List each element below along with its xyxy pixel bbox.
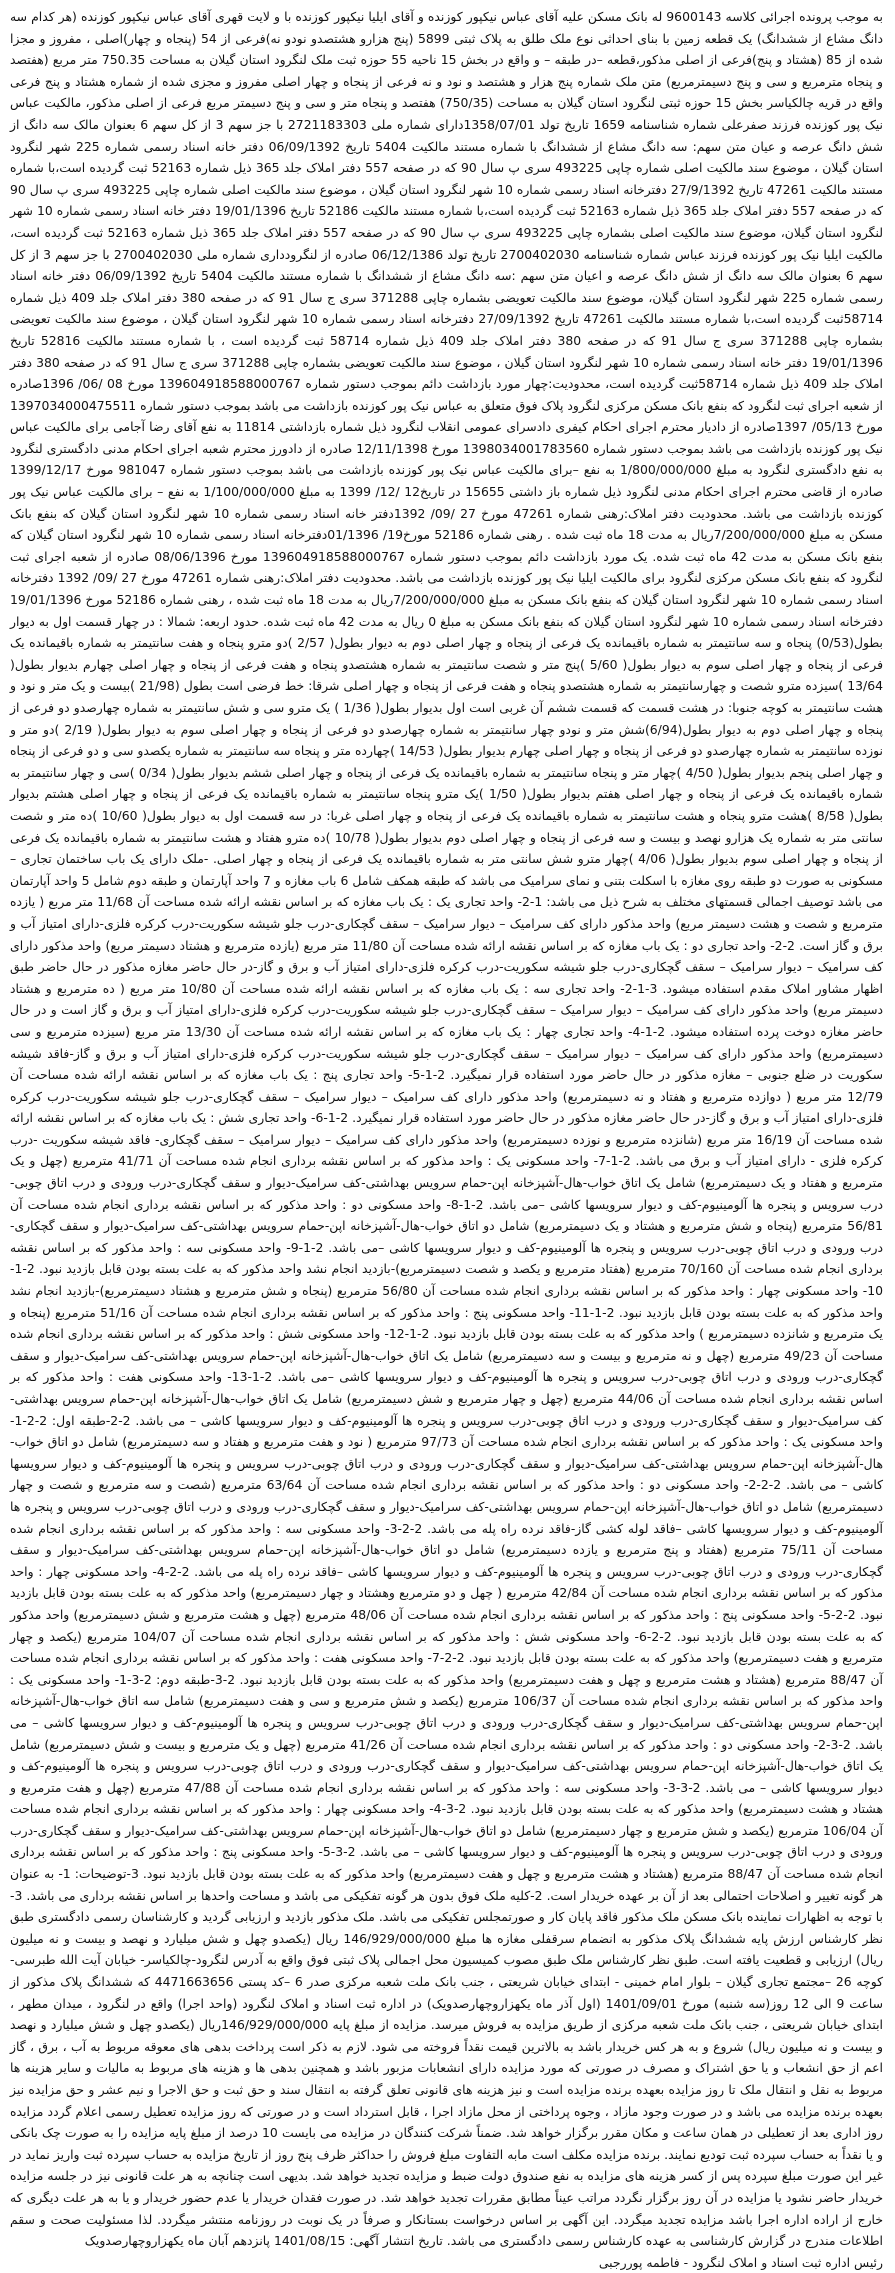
notice-body-text: به موجب پرونده اجرائی کلاسه 9600143 له بانک مسکن علیه آقای عباس نیکپور کوزنده و آقای ایلیا نیکپور کوزنده با و لایت قهری آقای عباس نیکپور کوزنده (هر کدام سه دانگ مشاع از ششدانگ) یک قطعه زمین با بنای احداثی نوع ملک طلق به پلاک ثبتی 5899 (پنج هزارو هشتصدو نودو نه)فرعی از 54 (پنجاه و چهار)اصلی ، مفروز و مجزا شده از 85 (هشتاد و پنج)فرعی از اصلی مذکور،قطعه –در طبقه – و واقع در بخش 15 ناحیه 55 حوزه ثبت ملک لنگرود استان گیلان به مساحت 750.35 متر مربع (هفتصد و پنجاه مترمربع و سی و پنج دسیمترمربع) متن ملک شماره پنج هزار و هشتصد و نود و نه فرعی از پنجاه و چهار اصلی مفروز و مجزی شده از شماره هشتاد و پنج فرعی واقع در قریه چالکیاسر بخش 15 حوزه ثبتی لنگرود استان گیلان به مساحت (750/35) هفتصد و پنجاه متر و سی و پنج دسیمتر مربع فرعی از اصلی مذکور، مالکیت عباس نیک پور کوزنده فرزند صفرعلی شماره شناسنامه 1659 تاریخ تولد 1358/07/01دارای شماره ملی 2721183303 با جز سهم 3 از کل سهم 6 بعنوان مالک سه دانگ از شش دانگ عرصه و عیان متن سهم: سه دانگ مشاع از ششدانگ با شماره مستند مالکیت 5404 تاریخ 06/09/1392 دفتر خانه اسناد رسمی شماره 225 شهر لنگرود استان گیلان ، موضوع سند مالکیت اصلی شماره چاپی 493225 سری پ سال 90 که در صفحه 557 دفتر املاک جلد 365 ذیل شماره 52163 ثبت گردیده است،با شماره مستند مالکیت 47261 تاریخ 27/9/1392 دفترخانه اسناد رسمی شماره 10 شهر لنگرود استان گیلان ، موضوع سند مالکیت اصلی شماره چاپی 493225 سری پ سال 90 که در صفحه 557 دفتر املاک جلد 365 ذیل شماره 52163 ثبت گردیده است،با شماره مستند مالکیت 52186 تاریخ 19/01/1396 دفتر خانه اسناد رسمی شماره 10 شهر لنگرود استان گیلان، موضوع سند مالکیت اصلی بشماره چاپی 493225 سری پ سال 90 که در صفحه 557 دفتر املاک جلد 365 ذیل شماره 52163 ثبت گردیده است، مالکیت ایلیا نیک پور کوزنده فرزند عباس شماره شناسنامه 2700402030 تاریخ تولد 06/12/1386 صادره از لنگرودداری شماره ملی 2700402030 با جز سهم 3 از کل سهم 6 بعنوان مالک سه دانگ از شش دانگ عرصه و اعیان متن سهم :سه دانگ مشاع از ششدانگ با شماره مستند مالکیت 5404 تاریخ 06/09/1392 دفتر خانه اسناد رسمی شماره 225 شهر لنگرود استان گیلان، موضوع سند مالکیت تعویضی بشماره چاپی 371288 سری ج سال 91 که در صفحه 380 دفتر املاک جلد 409 ذیل شماره 58714ثبت گردیده است،با شماره مستند مالکیت 47261 تاریخ 27/09/1392 دفترخانه اسناد رسمی شماره 10 شهر لنگرود استان گیلان ، موضوع سند مالکیت تعویضی بشماره چاپی 371288 سری ج سال 91 که در صفحه 380 دفتر املاک جلد 409 ذیل شماره 58714 ثبت گردیده است ، با شماره مستند مالکیت 52816 تاریخ 19/01/1396 دفتر خانه اسناد رسمی شماره 10 شهر لنگرود استان گیلان ، موضوع سند مالکیت تعویضی بشماره چاپی 371288 سری ج سال 91 که در صفحه 380 دفتر املاک جلد 409 ذیل شماره 58714ثبت گردیده است، محدودیت:چهار مورد بازداشت دائم بموجب دستور شماره 139604918588000767 مورخ 08 /06/ 1396صادره از شعبه اجرای ثبت لنگرود که بنفع بانک مسکن مرکزی لنگرود پلاک فوق متعلق به عباس نیک پور کوزنده بازداشت می باشد بموجب دستور شماره 1397034000475511 مورخ 05/13/ 1397صادره از دادیار محترم اجرای احکام کیفری دادسرای عمومی انقلاب لنگرود ذیل شماره بازداشتی 11814 به نفع آقای رضا آجامی برای مالکیت عباس نیک پور کوزنده بازداشت می باشد بموجب دستور شماره 1398034001783560 مورخ 12/11/1398 صادره از دادورز محترم شعبه اجرای احکام مدنی دادگستری لنگرود به نفع دادگستری لنگرود به مبلغ 1/800/000/000 به نفع –برای مالکیت عباس نیک پور کوزنده بازداشت می باشد بموجب دستور شماره 981047 مورخ 1399/12/17 صادره از قاضی محترم اجرای احکام مدنی لنگرود ذیل شماره باز داشتی 15655 در تاریخ12 /12/ 1399 به مبلغ 1/100/000/000 به نفع – برای مالکیت عباس نیک پور کوزنده بازداشت می باشد. محدودیت دفتر املاک:رهنی شماره 47261 مورخ 27 /09/ 1392دفتر خانه اسناد رسمی شماره 10 شهر لنگرود استان گیلان که بنفع بانک مسکن به مبلغ 7/200/000/000ریال به مدت 18 ماه ثبت شده . رهنی شماره 52186 مورخ19/ 01/1396دفترخانه اسناد رسمی شماره 10 شهر لنگرود استان گیلان که بنفع بانک مسکن به مدت 42 ماه ثبت شده. یک مورد بازداشت دائم بموجب دستور شماره 139604918588000767 مورخ 08/06/1396 صادره از شعبه اجرای ثبت لنگرود که بنفع بانک مسکن مرکزی لنگرود برای مالکیت ایلیا نیک پور کوزنده بازداشت می باشد. محدودیت دفتر املاک:رهنی شماره 47261 مورخ 27 /09/ 1392 دفترخانه اسناد رسمی شماره 10 شهر لنگرود استان گیلان که بنفع بانک مسکن به مبلغ 7/200/000/000ریال به مدت 18 ماه ثبت شده ، رهنی شماره 52186 مورخ 19/01/1396 دفترخانه اسناد رسمی شماره 10 شهر لنگرود استان گیلان که بنفع بانک مسکن به مبلغ 0 ریال به مدت 42 ماه ثبت شده. حدود اربعه: شمالا : در چهار قسمت اول به دیوار بطول(0/53) پنجاه و سه سانتیمتر به شماره باقیمانده یک فرعی از پنجاه و چهار اصلی دوم به دیوار بطول( 2/57 )دو مترو پنجاه و هفت سانتیمتر به شماره باقیمانده یک فرعی از پنجاه و چهار اصلی سوم به دیوار بطول( 5/60 )پنج متر و شصت سانتیمتر به شماره هشتصدو پنجاه و هفت فرعی از پنجاه و چهار اصلی چهارم بدیوار بطول( 13/64 )سیزده مترو شصت و چهارسانتیمتر به شماره هشتصدو پنجاه و هفت فرعی از پنجاه و چهار اصلی شرقا: خط فرضی است بطول (21/98 )بیست و یک متر و نود و هشت سانتیمتر به کوچه جنوبا: در هشت قسمت که قسمت ششم آن غربی است اول بدیوار بطول( 1/36 ) یک مترو سی و شش سانتیمتر به شماره چهارصدو دو فرعی از پنجاه و چهار اصلی دوم به دیوار بطول(6/94)شش متر و نودو چهار سانتیمتر به شماره چهارصدو دو فرعی از پنجاه و چهار اصلی سوم به دیوار بطول( 2/19 )دو متر و نوزده سانتیمتر به شماره چهارصدو دو فرعی از پنجاه و چهار اصلی چهارم بدیوار بطول( 14/53 )چهارده متر و پنجاه سه سانتیمتر به شماره یکصدو سی و دو فرعی از پنجاه و چهار اصلی پنجم بدیوار بطول( 4/50 )چهار متر و پنجاه سانتیمتر به شماره باقیمانده یک فرعی از پنجاه و چهار اصلی ششم بدیوار بطول( 0/34 )سی و چهار سانتیمتر به شماره باقیمانده یک فرعی از پنجاه و چهار اصلی هفتم بدیوار بطول( 1/50 )یک مترو پنجاه سانتیمتر به شماره باقیمانده یک فرعی از پنجاه و چهار اصلی هشتم بدیوار بطول( 8/58 )هشت مترو پنجاه و هشت سانتیمتر به شماره باقیمانده یک فرعی از پنجاه و چهار اصلی غربا: در سه قسمت اول به دیوار بطول( 10/60 )ده متر و شصت سانتی متر به شماره یک هزارو نهصد و بیست و سه فرعی از پنجاه و چهار اصلی دوم بدیوار بطول( 10/78 )ده مترو هفتاد و هشت سانتیمتر به شماره باقیمانده یک فرعی از پنجاه و چهار اصلی سوم بدیوار بطول( 4/06 )چهار مترو شش سانتی متر به شماره باقیمانده یک فرعی از پنجاه و چهار اصلی. -ملک دارای یک باب ساختمان تجاری – مسکونی به صورت دو طبقه روی مغازه با اسکلت بتنی و نمای سرامیک می باشد که طبقه همکف شامل 6 باب مغازه و 7 واحد آپارتمان و طبقه دوم شامل 5 واحد آپارتمان می باشد توصیف اجمالی قسمتهای مختلف به شرح ذیل می باشد: 1-2- واحد تجاری یک : یک باب مغازه که بر اساس نقشه ارائه شده مساحت آن 11/68 متر مربع ( یازده مترمربع و شصت و هشت دسیمتر مربع) واحد مذکور دارای کف سرامیک – دیوار سرامیک – سقف گچکاری-درب جلو شیشه سکوریت-درب کرکره فلزی-دارای امتیاز آب و برق و گاز است. 2-2- واحد تجاری دو : یک باب مغازه که بر اساس نقشه ارائه شده مساحت آن 11/80 متر مربع (یازده مترمربع و هشتاد دسیمتر مربع) واحد مذکور دارای کف سرامیک – دیوار سرامیک – سقف گچکاری-درب جلو شیشه سکوریت-درب کرکره فلزی-دارای امتیاز آب و برق و گاز-در حال حاضر مغازه مذکور در حال حاضر طبق اظهار مشاور املاک مقدم استفاده میشود. 3-1-2- واحد تجاری سه : یک باب مغازه که بر اساس نقشه ارائه شده مساحت آن 10/80 متر مربع ( ده مترمربع و هشتاد دسیمتر مربع) واحد مذکور دارای کف سرامیک – دیوار سرامیک – سقف گچکاری-درب جلو شیشه سکوریت-درب کرکره فلزی-دارای امتیاز آب و برق و گاز است و در حال حاضر مغازه دوخت پرده استفاده میشود. 2-1-4- واحد تجاری چهار : یک باب مغازه که بر اساس نقشه ارائه شده مساحت آن 13/30 متر مربع (سیزده مترمربع و سی دسیمترمربع) واحد مذکور دارای کف سرامیک – دیوار سرامیک – سقف گچکاری-درب جلو شیشه سکوریت-درب کرکره فلزی-دارای امتیاز آب و برق و گاز-فاقد شیشه سکوریت در ضلع جنوبی – مغازه مذکور در حال حاضر مورد استفاده قرار نمیگیرد. 2-1-5- واحد تجاری پنج : یک باب مغازه که بر اساس نقشه ارائه شده مساحت آن 12/79 متر مربع ( دوازده مترمربع و هفتاد و نه دسیمترمربع) واحد مذکور دارای کف سرامیک – دیوار سرامیک – سقف گچکاری-درب جلو شیشه سکوریت-درب کرکره فلزی-دارای امتیاز آب و برق و گاز-در حال حاضر مغازه مذکور در حال حاضر مورد استفاده قرار نمیگیرد. 2-1-6- واحد تجاری شش : یک باب مغازه که بر اساس نقشه ارائه شده مساحت آن 16/19 متر مربع (شانزده مترمربع و نوزده دسیمترمربع) واحد مذکور دارای کف سرامیک – دیوار سرامیک – سقف گچکاری- فاقد شیشه سکوریت -درب کرکره فلزی - دارای امتیاز آب و برق می باشد. 2-1-7- واحد مسکونی یک : واحد مذکور که بر اساس نقشه برداری انجام شده مساحت آن 41/71 مترمربع (چهل و یک مترمربع و هفتاد و یک دسیمترمربع) شامل یک اتاق خواب-هال-آشپزخانه اپن-حمام سرویس بهداشتی-کف سرامیک-دیوار و سقف گچکاری-درب ورودی و درب اتاق چوبی-درب سرویس و پنجره ها آلومینیوم-کف و دیوار سرویسها کاشی –می باشد. 2-1-8- واحد مسکونی دو : واحد مذکور که بر اساس نقشه برداری انجام شده مساحت آن 56/81 مترمربع (پنجاه و شش مترمربع و هشتاد و یک دسیمترمربع) شامل دو اتاق خواب-هال-آشپزخانه اپن-حمام سرویس بهداشتی-کف سرامیک-دیوار و سقف گچکاری-درب ورودی و درب اتاق چوبی-درب سرویس و پنجره ها آلومینیوم-کف و دیوار سرویسها کاشی –می باشد. 2-1-9- واحد مسکونی سه : واحد مذکور که بر اساس نقشه برداری انجام شده مساحت آن 70/160 مترمربع (هفتاد مترمربع و یکصد و شصت دسیمترمربع)-بازدید انجام نشد واحد مذکور که به علت بسته بودن قابل بازدید نبود. 2-1-10- واحد مسکونی چهار : واحد مذکور که بر اساس نقشه برداری انجام شده مساحت آن 56/80 مترمربع (پنجاه و شش مترمربع و هشتاد دسیمترمربع)-بازدید انجام نشد واحد مذکور که به علت بسته بودن قابل بازدید نبود. 2-1-11- واحد مسکونی پنج : واحد مذکور که بر اساس نقشه برداری انجام شده مساحت آن 51/16 مترمربع (پنجاه و یک مترمربع و شانزده دسیمترمربع ) واحد مذکور که به علت بسته بودن قابل بازدید نبود. 2-1-12- واحد مسکونی شش : واحد مذکور که بر اساس نقشه برداری انجام شده مساحت آن 49/23 مترمربع (چهل و نه مترمربع و بیست و سه دسیمترمربع) شامل یک اتاق خواب-هال-آشپزخانه اپن-حمام سرویس بهداشتی-کف سرامیک-دیوار و سقف گچکاری-درب ورودی و درب اتاق چوبی-درب سرویس و پنجره ها آلومینیوم-کف و دیوار سرویسها کاشی –می باشد. 2-1-13- واحد مسکونی هفت : واحد مذکور که بر اساس نقشه برداری انجام شده مساحت آن 44/06 مترمربع (چهل و چهار مترمربع و شش دسیمترمربع) شامل یک اتاق خواب-هال-آشپزخانه اپن-حمام سرویس بهداشتی-کف سرامیک-دیوار و سقف گچکاری-درب ورودی و درب اتاق چوبی-درب سرویس و پنجره ها آلومینیوم-کف و دیوار سرویسها کاشی – می باشد. 2-2-طبقه اول: 2-2-1- واحد مسکونی یک : واحد مذکور که بر اساس نقشه برداری انجام شده مساحت آن 97/73 مترمربع ( نود و هفت مترمربع و هفتاد و سه دسیمترمربع) شامل دو اتاق خواب-هال-آشپزخانه اپن-حمام سرویس بهداشتی-کف سرامیک-دیوار و سقف گچکاری-درب ورودی و درب اتاق چوبی-درب سرویس و پنجره ها آلومینیوم-کف و دیوار سرویسها کاشی – می باشد. 2-2-2- واحد مسکونی دو : واحد مذکور که بر اساس نقشه برداری انجام شده مساحت آن 63/64 مترمربع (شصت و سه مترمربع و شصت و چهار دسیمترمربع) شامل دو اتاق خواب-هال-آشپزخانه اپن-حمام سرویس بهداشتی-کف سرامیک-دیوار و سقف گچکاری-درب ورودی و درب اتاق چوبی-درب سرویس و پنجره ها آلومینیوم-کف و دیوار سرویسها کاشی –فاقد لوله کشی گاز-فاقد نرده راه پله می باشد. 2-2-3- واحد مسکونی سه : واحد مذکور که بر اساس نقشه برداری انجام شده مساحت آن 75/11 مترمربع (هفتاد و پنج مترمربع و یازده دسیمترمربع) شامل دو اتاق خواب-هال-آشپزخانه اپن-حمام سرویس بهداشتی-کف سرامیک-دیوار و سقف گچکاری-درب ورودی و درب اتاق چوبی-درب سرویس و پنجره ها آلومینیوم-کف و دیوار سرویسها کاشی –فاقد نرده راه پله می باشد. 2-2-4- واحد مسکونی چهار : واحد مذکور که بر اساس نقشه برداری انجام شده مساحت آن 42/84 مترمربع ( چهل و دو مترمربع وهشتاد و چهار دسیمترمربع) واحد مذکور که به علت بسته بودن قابل بازدید نبود. 2-2-5- واحد مسکونی پنج : واحد مذکور که بر اساس نقشه برداری انجام شده مساحت آن 48/06 مترمربع (چهل و هشت مترمربع و شش دسیمترمربع) واحد مذکور که به علت بسته بودن قابل بازدید نبود. 2-2-6- واحد مسکونی شش : واحد مذکور که بر اساس نقشه برداری انجام شده مساحت آن 104/07 مترمربع (یکصد و چهار مترمربع و هفت دسیمترمربع) واحد مذکور که به علت بسته بودن قابل بازدید نبود. 2-2-7- واحد مسکونی هفت : واحد مذکور که بر اساس نقشه برداری انجام شده مساحت آن 88/47 مترمربع (هشتاد و هشت مترمربع و چهل و هفت دسیمترمربع) واحد مذکور که به علت بسته بودن قابل بازدید نبود. 2-3-طبقه دوم: 2-3-1- واحد مسکونی یک : واحد مذکور که بر اساس نقشه برداری انجام شده مساحت آن 106/37 مترمربع (یکصد و شش مترمربع و سی و هفت دسیمترمربع) شامل سه اتاق خواب-هال-آشپزخانه اپن-حمام سرویس بهداشتی-کف سرامیک-دیوار و سقف گچکاری-درب ورودی و درب اتاق چوبی-درب سرویس و پنجره ها آلومینیوم-کف و دیوار سرویسها کاشی – می باشد. 2-3-2- واحد مسکونی دو : واحد مذکور که بر اساس نقشه برداری انجام شده مساحت آن 41/26 مترمربع (چهل و یک مترمربع و بیست و شش دسیمترمربع) شامل یک اتاق خواب-هال-آشپزخانه اپن-حمام سرویس بهداشتی-کف سرامیک-دیوار و سقف گچکاری-درب ورودی و درب اتاق چوبی-درب سرویس و پنجره ها آلومینیوم-کف و دیوار سرویسها کاشی – می باشد. 2-3-3- واحد مسکونی سه : واحد مذکور که بر اساس نقشه برداری انجام شده مساحت آن 47/88 مترمربع (چهل و هفت مترمربع و هشتاد و هشت دسیمترمربع) واحد مذکور که به علت بسته بودن قابل بازدید نبود. 2-3-4- واحد مسکونی چهار : واحد مذکور که بر اساس نقشه برداری انجام شده مساحت آن 106/04 مترمربع (یکصد و شش مترمربع و چهار دسیمترمربع) شامل دو اتاق خواب-هال-آشپزخانه اپن-حمام سرویس بهداشتی-کف سرامیک-دیوار و سقف گچکاری-درب ورودی و درب اتاق چوبی-درب سرویس و پنجره ها آلومینیوم-کف و دیوار سرویسها کاشی – می باشد. 2-3-5- واحد مسکونی پنج : واحد مذکور که بر اساس نقشه برداری انجام شده مساحت آن 88/47 مترمربع (هشتاد و هشت مترمربع و چهل و هفت دسیمترمربع) واحد مذکور که به علت بسته بودن قابل بازدید نبود. 3-توضیحات: 1- به عنوان هر گونه تغییر و اصلاحات احتمالی بعد از آن بر عهده خریدار است. 2-کلیه ملک فوق بدون هر گونه تفکیکی می باشد و مساحت واحدها بر اساس نقشه برداری می باشد. 3- با توجه به اظهارات نماینده بانک مسکن ملک مذکور فاقد پایان کار و صورتمجلس تفکیکی می باشد. ملک مذکور بازدید و ارزیابی گردید و کارشناسان رسمی دادگستری طبق نظر کارشناس ارزش پایه ششدانگ پلاک مذکور به انضمام سرقفلی مغازه ها مبلغ 146/929/000/000 ریال (یکصدو چهل و شش میلیارد و نهصد و بیست و نه میلیون ریال) ارزیابی و قطعیت یافته است. طبق نظر کارشناس ملک طبق مصوب کمیسیون محل اجمالی پلاک ثبتی فوق واقع به آدرس لنگرود-چالکیاسر- خیابان آیت الله طبرسی-کوچه 26 –مجتمع تجاری گیلان – بلوار امام خمینی - ابتدای خیابان شریعتی ، جنب بانک ملت شعبه مرکزی صدر 6 –کد پستی 4471663656 که ششدانگ پلاک مذکور از ساعت 9 الی 12 روز(سه شنبه) مورخ 1401/09/01 (اول آذر ماه یکهزاروچهارصدویک) در اداره ثبت اسناد و املاک لنگرود (واحد اجرا) واقع در لنگرود ، میدان مطهر ، ابتدای خیابان شریعتی ، جنب بانک ملت شعبه مرکزی از طریق مزایده به فروش میرسد. مزایده از مبلغ پایه 146/929/000/000ریال (یکصدو چهل و شش میلیارد و نهصد و بیست و نه میلیون ریال) شروع و به هر کس خریدار باشد به بالاترین قیمت نقداً فروخته می شود. لازم به ذکر است پرداخت بدهی های معوقه مربوط به آب ، برق ، گاز اعم از حق انشعاب و یا حق اشتراک و مصرف در صورتی که مورد مزایده دارای انشعابات مزبور باشد و همچنین بدهی ها و هزینه های مربوط به مالیات و سایر هزینه ها مربوط به نقل و انتقال ملک تا روز مزایده بعهده برنده مزایده است و نیز هزینه های قانونی تعلق گرفته به انتقال سند و حق ثبت و حق الاجرا و نیم عشر و حق مزایده نیز بعهده برنده مزایده می باشد و در صورت وجود مازاد ، وجوه پرداختی از محل مازاد اجرا ، قابل استرداد است و در صورتی که روز مزایده تعطیل رسمی اعلام گردد مزایده روز اداری بعد از تعطیلی در همان ساعت و مکان مقرر برگزار خواهد شد. ضمناً شرکت کنندگان در مزایده می بایست 10 درصد از مبلغ پایه مزایده را به صورت چک بانکی و یا نقداً به حساب سپرده ثبت تودیع نمایند. برنده مزایده مکلف است مابه التفاوت مبلغ فروش را حداکثر ظرف پنج روز از تاریخ مزایده به حساب سپرده ثبت واریز نماید در غیر این صورت مبلغ سپرده پس از کسر هزینه های مزایده به نفع صندوق دولت ضبط و مزایده تجدید خواهد شد. بدیهی است چنانچه به هر علت قانونی نیز در جلسه مزایده خریدار حاضر نشود یا مزایده در آن روز برگزار نگردد مراتب عیناً مطابق مقررات تجدید خواهد شد. در صورت فقدان خریدار یا عدم حضور خریدار و یا به هر علت دیگری که خارج از اراده اداره اجرا باشد مزایده تجدید میگردد. این آگهی بر اساس درخواست بستانکار و صرفاً در یک نوبت در روزنامه منتشر میگردد. لذا مسئولیت صحت و سقم اطلاعات مندرج در گزارش کارشناسی به عهده کارشناس رسمی دادگستری می باشد. تاریخ انتشار آگهی: 1401/08/15 پانزدهم آبان ماه یکهزاروچهارصدویک xyxy=(10,9,884,2249)
notice-signature: رئیس اداره ثبت اسناد و املاک لنگرود - فاطمه پوررجبی xyxy=(598,2254,883,2270)
